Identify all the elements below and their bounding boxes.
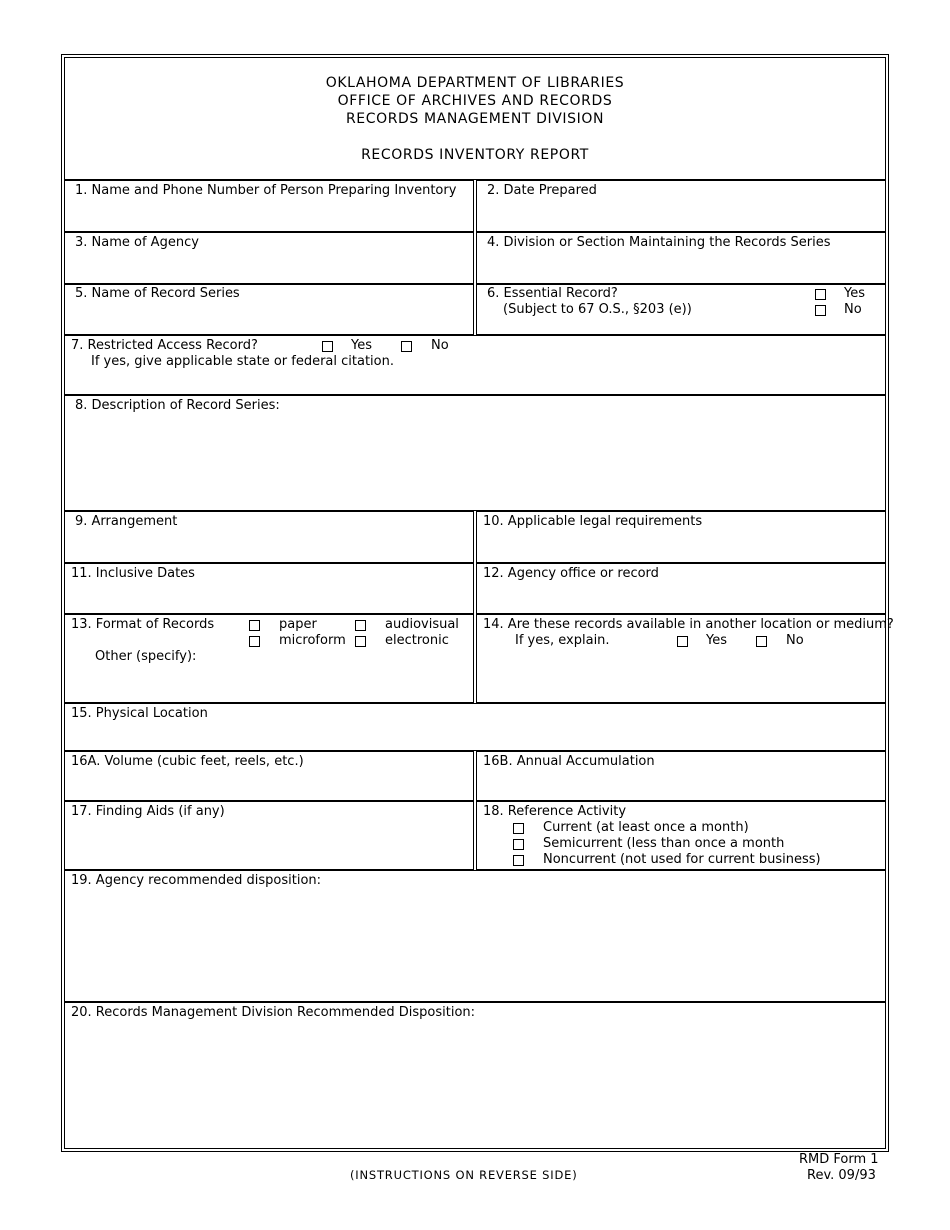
instructions-note: (INSTRUCTIONS ON REVERSE SIDE): [350, 1168, 578, 1182]
field-6-essential-record: [476, 284, 886, 335]
field-15-physical-location[interactable]: [64, 703, 886, 751]
field-1-label: 1. Name and Phone Number of Person Preparing Inventory: [75, 183, 457, 198]
format-audiovisual-label: audiovisual: [385, 617, 459, 632]
field-20-rmd-disposition[interactable]: [64, 1002, 886, 1149]
field-3-label: 3. Name of Agency: [75, 235, 199, 250]
other-location-no-label: No: [786, 633, 804, 648]
format-paper-checkbox[interactable]: [249, 620, 260, 631]
field-10-legal-requirements[interactable]: [476, 511, 886, 563]
field-6-label: 6. Essential Record?: [487, 286, 618, 301]
format-paper-label: paper: [279, 617, 317, 632]
field-15-label: 15. Physical Location: [71, 706, 208, 721]
field-7-label: 7. Restricted Access Record?: [71, 338, 258, 353]
form-revision: Rev. 09/93: [807, 1168, 876, 1183]
field-7-restricted-access[interactable]: [64, 335, 886, 395]
format-other-label: Other (specify):: [95, 649, 197, 664]
format-audiovisual-checkbox[interactable]: [355, 620, 366, 631]
reference-semicurrent-checkbox[interactable]: [513, 839, 524, 850]
field-4-division[interactable]: [476, 232, 886, 284]
field-12-agency-office[interactable]: [476, 563, 886, 614]
other-location-yes-checkbox[interactable]: [677, 636, 688, 647]
field-18-label: 18. Reference Activity: [483, 804, 627, 819]
reference-current-label: Current (at least once a month): [543, 820, 749, 835]
other-location-yes-label: Yes: [706, 633, 727, 648]
field-19-label: 19. Agency recommended disposition:: [71, 873, 322, 888]
format-microform-checkbox[interactable]: [249, 636, 260, 647]
field-11-inclusive-dates[interactable]: [64, 563, 474, 614]
field-2-label: 2. Date Prepared: [487, 183, 597, 198]
field-10-label: 10. Applicable legal requirements: [483, 514, 703, 529]
format-electronic-label: electronic: [385, 633, 449, 648]
form-number: RMD Form 1: [799, 1152, 879, 1167]
field-17-finding-aids[interactable]: [64, 801, 474, 870]
reference-semicurrent-label: Semicurrent (less than once a month: [543, 836, 785, 851]
reference-current-checkbox[interactable]: [513, 823, 524, 834]
reference-noncurrent-checkbox[interactable]: [513, 855, 524, 866]
field-16b-annual-accumulation[interactable]: [476, 751, 886, 801]
field-7-subtext: If yes, give applicable state or federal citation.: [91, 354, 394, 369]
field-14-label: 14. Are these records available in another location or medium?: [483, 617, 894, 632]
field-8-label: 8. Description of Record Series:: [75, 398, 280, 413]
field-14-other-location: [476, 614, 894, 703]
field-14-subtext: If yes, explain.: [515, 633, 610, 648]
format-electronic-checkbox[interactable]: [355, 636, 366, 647]
field-19-agency-disposition[interactable]: [64, 870, 886, 1002]
other-location-no-checkbox[interactable]: [756, 636, 767, 647]
form-header: [64, 57, 886, 180]
restricted-yes-checkbox[interactable]: [322, 341, 333, 352]
reference-noncurrent-label: Noncurrent (not used for current business): [543, 852, 821, 867]
header-division: RECORDS MANAGEMENT DIVISION: [345, 111, 605, 127]
field-5-record-series[interactable]: [64, 284, 474, 335]
restricted-no-checkbox[interactable]: [401, 341, 412, 352]
field-6-subtext: (Subject to 67 O.S., §203 (e)): [503, 302, 692, 317]
field-16a-label: 16A. Volume (cubic feet, reels, etc.): [71, 754, 304, 769]
restricted-yes-label: Yes: [351, 338, 372, 353]
format-microform-label: microform: [279, 633, 346, 648]
field-17-label: 17. Finding Aids (if any): [71, 804, 225, 819]
field-9-label: 9. Arrangement: [75, 514, 178, 529]
field-1-preparer[interactable]: [64, 180, 474, 232]
field-20-label: 20. Records Management Division Recommended Disposition:: [71, 1005, 476, 1020]
form-title: RECORDS INVENTORY REPORT: [361, 147, 589, 163]
field-16a-volume[interactable]: [64, 751, 474, 801]
field-13-label: 13. Format of Records: [71, 617, 215, 632]
field-5-label: 5. Name of Record Series: [75, 286, 240, 301]
field-2-date-prepared[interactable]: [476, 180, 886, 232]
header-office: OFFICE OF ARCHIVES AND RECORDS: [337, 93, 613, 109]
essential-yes-label: Yes: [844, 286, 865, 301]
field-8-description[interactable]: [64, 395, 886, 511]
field-18-reference-activity: [476, 801, 886, 870]
essential-yes-checkbox[interactable]: [815, 289, 826, 300]
essential-no-label: No: [844, 302, 862, 317]
field-11-label: 11. Inclusive Dates: [71, 566, 195, 581]
field-3-agency[interactable]: [64, 232, 474, 284]
header-department: OKLAHOMA DEPARTMENT OF LIBRARIES: [325, 75, 625, 91]
field-13-format: [64, 614, 474, 703]
field-12-label: 12. Agency office or record: [483, 566, 659, 581]
field-9-arrangement[interactable]: [64, 511, 474, 563]
field-4-label: 4. Division or Section Maintaining the Records Series: [487, 235, 831, 250]
essential-no-checkbox[interactable]: [815, 305, 826, 316]
field-16b-label: 16B. Annual Accumulation: [483, 754, 655, 769]
restricted-no-label: No: [431, 338, 449, 353]
